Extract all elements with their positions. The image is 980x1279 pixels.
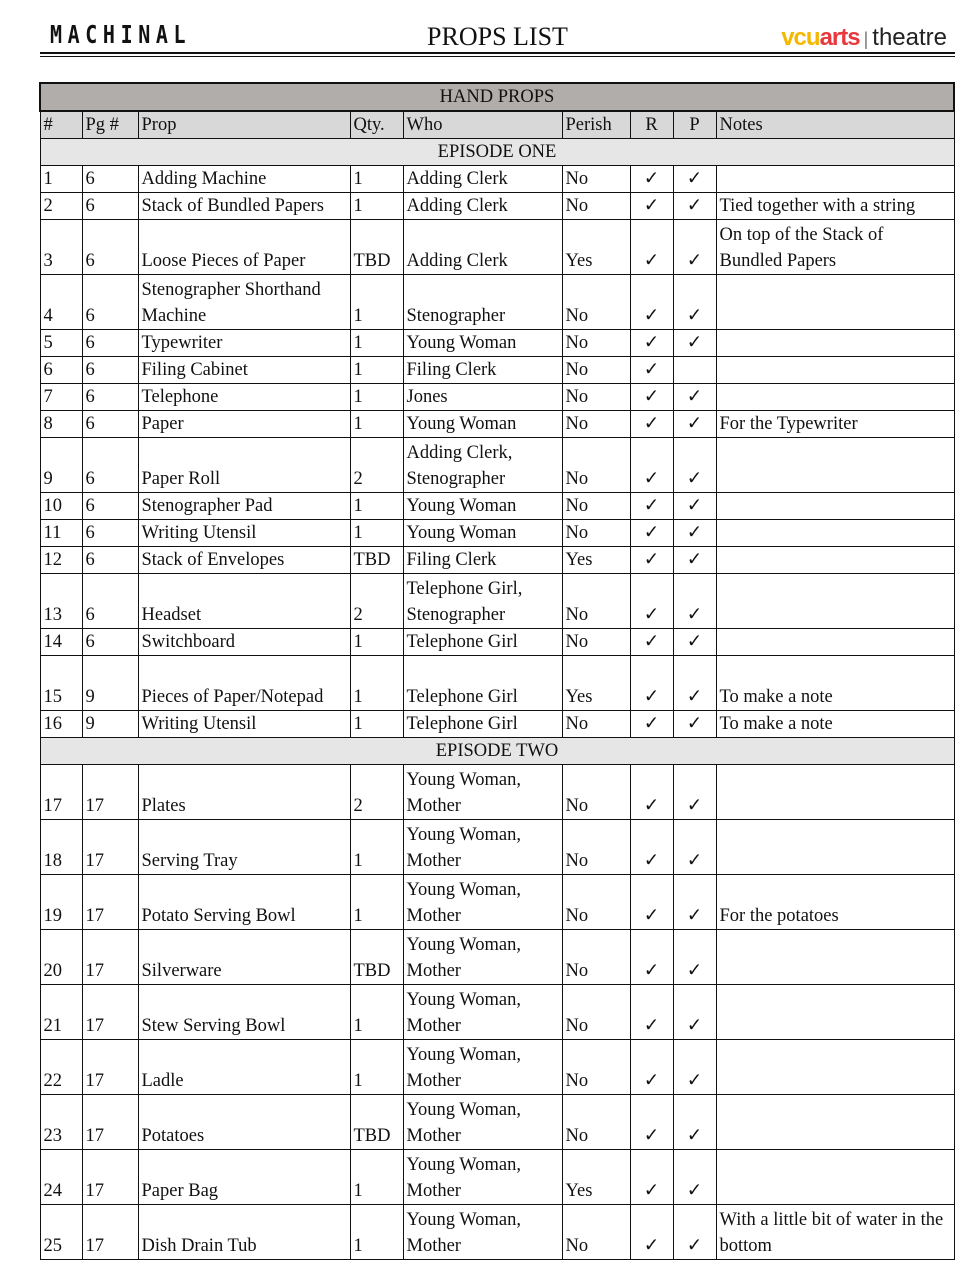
show-title: MACHINAL <box>50 20 192 49</box>
notes <box>716 493 954 520</box>
page-number: 6 <box>82 574 138 629</box>
row-number: 17 <box>40 765 82 820</box>
perishable: No <box>562 820 630 875</box>
notes <box>716 985 954 1040</box>
who: Adding Clerk <box>403 220 562 275</box>
table-row <box>40 656 954 711</box>
who: Young Woman, Mother <box>403 875 562 930</box>
table-row <box>40 166 954 193</box>
col-header-who: Who <box>403 111 562 139</box>
quantity: 1 <box>350 1205 403 1260</box>
row-number: 13 <box>40 574 82 629</box>
r-check: ✓ <box>630 357 673 384</box>
r-check: ✓ <box>630 656 673 711</box>
p-check: ✓ <box>673 820 716 875</box>
p-check: ✓ <box>673 574 716 629</box>
table-row <box>40 1040 954 1095</box>
who: Filing Clerk <box>403 547 562 574</box>
table-row <box>40 820 954 875</box>
row-number: 14 <box>40 629 82 656</box>
prop-name: Writing Utensil <box>138 520 350 547</box>
page-number: 6 <box>82 330 138 357</box>
table-row <box>40 357 954 384</box>
row-number: 1 <box>40 166 82 193</box>
page-number: 17 <box>82 1095 138 1150</box>
p-check: ✓ <box>673 711 716 738</box>
page-number: 6 <box>82 547 138 574</box>
perishable: No <box>562 765 630 820</box>
prop-name: Plates <box>138 765 350 820</box>
page-number: 17 <box>82 930 138 985</box>
quantity: 1 <box>350 493 403 520</box>
r-check: ✓ <box>630 820 673 875</box>
prop-name: Stenographer Shorthand Machine <box>138 275 350 330</box>
who: Young Woman, Mother <box>403 765 562 820</box>
table-row <box>40 985 954 1040</box>
who: Young Woman <box>403 520 562 547</box>
r-check: ✓ <box>630 166 673 193</box>
row-number: 18 <box>40 820 82 875</box>
who: Adding Clerk <box>403 166 562 193</box>
prop-name: Paper Roll <box>138 438 350 493</box>
row-number: 3 <box>40 220 82 275</box>
row-number: 23 <box>40 1095 82 1150</box>
who: Telephone Girl <box>403 629 562 656</box>
quantity: 1 <box>350 520 403 547</box>
quantity: 2 <box>350 438 403 493</box>
p-check: ✓ <box>673 629 716 656</box>
table-row <box>40 330 954 357</box>
logo-theatre: theatre <box>872 24 947 51</box>
p-check: ✓ <box>673 411 716 438</box>
table-row <box>40 193 954 220</box>
table-row <box>40 520 954 547</box>
row-number: 5 <box>40 330 82 357</box>
page-header <box>40 18 955 54</box>
p-check: ✓ <box>673 493 716 520</box>
page-number: 9 <box>82 711 138 738</box>
page-number: 6 <box>82 220 138 275</box>
quantity: 1 <box>350 384 403 411</box>
table-row <box>40 220 954 275</box>
perishable: No <box>562 275 630 330</box>
row-number: 4 <box>40 275 82 330</box>
who: Jones <box>403 384 562 411</box>
row-number: 20 <box>40 930 82 985</box>
notes <box>716 166 954 193</box>
p-check: ✓ <box>673 875 716 930</box>
prop-name: Switchboard <box>138 629 350 656</box>
who: Young Woman <box>403 493 562 520</box>
r-check: ✓ <box>630 438 673 493</box>
section-title: HAND PROPS <box>40 83 954 111</box>
r-check: ✓ <box>630 765 673 820</box>
notes <box>716 438 954 493</box>
page-number: 6 <box>82 384 138 411</box>
page-number: 6 <box>82 438 138 493</box>
r-check: ✓ <box>630 711 673 738</box>
notes: For the potatoes <box>716 875 954 930</box>
column-header-row <box>40 111 954 139</box>
episode-header-row <box>40 738 954 765</box>
r-check: ✓ <box>630 547 673 574</box>
page-number: 6 <box>82 629 138 656</box>
quantity: 2 <box>350 765 403 820</box>
notes <box>716 574 954 629</box>
who: Stenographer <box>403 275 562 330</box>
col-header-r: R <box>630 111 673 139</box>
row-number: 9 <box>40 438 82 493</box>
who: Young Woman, Mother <box>403 820 562 875</box>
p-check: ✓ <box>673 193 716 220</box>
header-rule <box>40 52 955 54</box>
notes: Tied together with a string <box>716 193 954 220</box>
table-row <box>40 629 954 656</box>
table-row <box>40 1150 954 1205</box>
p-check: ✓ <box>673 547 716 574</box>
prop-name: Dish Drain Tub <box>138 1205 350 1260</box>
table-row <box>40 493 954 520</box>
perishable: No <box>562 520 630 547</box>
who: Young Woman, Mother <box>403 1205 562 1260</box>
notes: On top of the Stack of Bundled Papers <box>716 220 954 275</box>
quantity: 1 <box>350 711 403 738</box>
page-number: 6 <box>82 193 138 220</box>
prop-name: Stew Serving Bowl <box>138 985 350 1040</box>
r-check: ✓ <box>630 411 673 438</box>
p-check: ✓ <box>673 384 716 411</box>
r-check: ✓ <box>630 574 673 629</box>
perishable: No <box>562 1095 630 1150</box>
perishable: No <box>562 1205 630 1260</box>
header-rule-thin <box>40 56 955 57</box>
r-check: ✓ <box>630 629 673 656</box>
page-number: 17 <box>82 820 138 875</box>
notes <box>716 547 954 574</box>
prop-name: Adding Machine <box>138 166 350 193</box>
r-check: ✓ <box>630 985 673 1040</box>
page-number: 17 <box>82 1150 138 1205</box>
notes <box>716 629 954 656</box>
who: Young Woman <box>403 330 562 357</box>
r-check: ✓ <box>630 384 673 411</box>
r-check: ✓ <box>630 493 673 520</box>
table-row <box>40 1205 954 1260</box>
row-number: 19 <box>40 875 82 930</box>
prop-name: Silverware <box>138 930 350 985</box>
row-number: 11 <box>40 520 82 547</box>
table-row <box>40 411 954 438</box>
prop-name: Filing Cabinet <box>138 357 350 384</box>
prop-name: Loose Pieces of Paper <box>138 220 350 275</box>
row-number: 6 <box>40 357 82 384</box>
row-number: 12 <box>40 547 82 574</box>
table-row <box>40 384 954 411</box>
page-number: 17 <box>82 985 138 1040</box>
quantity: 1 <box>350 275 403 330</box>
quantity: TBD <box>350 1095 403 1150</box>
perishable: No <box>562 330 630 357</box>
notes <box>716 384 954 411</box>
page-number: 17 <box>82 1040 138 1095</box>
notes <box>716 357 954 384</box>
p-check: ✓ <box>673 220 716 275</box>
logo-separator: | <box>863 29 869 49</box>
col-header-p: P <box>673 111 716 139</box>
perishable: No <box>562 711 630 738</box>
vcuarts-theatre-logo <box>781 24 947 52</box>
col-header-qty: Qty. <box>350 111 403 139</box>
page-number: 17 <box>82 875 138 930</box>
who: Telephone Girl <box>403 656 562 711</box>
prop-name: Stenographer Pad <box>138 493 350 520</box>
notes: To make a note <box>716 656 954 711</box>
col-header-notes: Notes <box>716 111 954 139</box>
r-check: ✓ <box>630 220 673 275</box>
notes <box>716 820 954 875</box>
logo-arts: arts <box>819 24 860 51</box>
page-number: 6 <box>82 493 138 520</box>
page-title: PROPS LIST <box>427 22 568 51</box>
row-number: 16 <box>40 711 82 738</box>
p-check: ✓ <box>673 166 716 193</box>
p-check: ✓ <box>673 765 716 820</box>
page-number: 6 <box>82 275 138 330</box>
quantity: 1 <box>350 166 403 193</box>
r-check: ✓ <box>630 1040 673 1095</box>
perishable: No <box>562 384 630 411</box>
prop-name: Paper <box>138 411 350 438</box>
r-check: ✓ <box>630 1205 673 1260</box>
quantity: 1 <box>350 1150 403 1205</box>
who: Young Woman, Mother <box>403 930 562 985</box>
p-check: ✓ <box>673 656 716 711</box>
prop-name: Typewriter <box>138 330 350 357</box>
r-check: ✓ <box>630 930 673 985</box>
table-row <box>40 930 954 985</box>
r-check: ✓ <box>630 875 673 930</box>
table-row <box>40 438 954 493</box>
quantity: TBD <box>350 930 403 985</box>
quantity: 1 <box>350 330 403 357</box>
perishable: Yes <box>562 547 630 574</box>
who: Filing Clerk <box>403 357 562 384</box>
col-header-perish: Perish <box>562 111 630 139</box>
prop-name: Potato Serving Bowl <box>138 875 350 930</box>
notes: For the Typewriter <box>716 411 954 438</box>
p-check: ✓ <box>673 520 716 547</box>
perishable: Yes <box>562 220 630 275</box>
page-number: 6 <box>82 411 138 438</box>
table-row <box>40 875 954 930</box>
who: Telephone Girl <box>403 711 562 738</box>
r-check: ✓ <box>630 1150 673 1205</box>
row-number: 22 <box>40 1040 82 1095</box>
notes: With a little bit of water in the bottom <box>716 1205 954 1260</box>
perishable: No <box>562 629 630 656</box>
prop-name: Telephone <box>138 384 350 411</box>
prop-name: Ladle <box>138 1040 350 1095</box>
p-check: ✓ <box>673 985 716 1040</box>
perishable: No <box>562 438 630 493</box>
perishable: No <box>562 493 630 520</box>
r-check: ✓ <box>630 193 673 220</box>
row-number: 21 <box>40 985 82 1040</box>
p-check: ✓ <box>673 438 716 493</box>
perishable: Yes <box>562 656 630 711</box>
perishable: No <box>562 875 630 930</box>
notes <box>716 520 954 547</box>
quantity: 1 <box>350 875 403 930</box>
p-check: ✓ <box>673 1040 716 1095</box>
quantity: TBD <box>350 547 403 574</box>
page-number: 6 <box>82 520 138 547</box>
prop-name: Stack of Bundled Papers <box>138 193 350 220</box>
quantity: 1 <box>350 193 403 220</box>
p-check <box>673 357 716 384</box>
logo-vcu: vcu <box>781 24 820 51</box>
prop-name: Stack of Envelopes <box>138 547 350 574</box>
quantity: 2 <box>350 574 403 629</box>
r-check: ✓ <box>630 1095 673 1150</box>
who: Young Woman, Mother <box>403 1040 562 1095</box>
p-check: ✓ <box>673 330 716 357</box>
row-number: 24 <box>40 1150 82 1205</box>
r-check: ✓ <box>630 330 673 357</box>
who: Telephone Girl, Stenographer <box>403 574 562 629</box>
prop-name: Potatoes <box>138 1095 350 1150</box>
quantity: 1 <box>350 411 403 438</box>
row-number: 15 <box>40 656 82 711</box>
notes <box>716 275 954 330</box>
quantity: 1 <box>350 1040 403 1095</box>
p-check: ✓ <box>673 1150 716 1205</box>
p-check: ✓ <box>673 275 716 330</box>
notes <box>716 930 954 985</box>
table-row <box>40 765 954 820</box>
who: Young Woman, Mother <box>403 985 562 1040</box>
col-header-prop: Prop <box>138 111 350 139</box>
perishable: Yes <box>562 1150 630 1205</box>
perishable: No <box>562 574 630 629</box>
col-header-number: # <box>40 111 82 139</box>
prop-name: Writing Utensil <box>138 711 350 738</box>
table-row <box>40 275 954 330</box>
episode-title: EPISODE ONE <box>40 139 954 166</box>
p-check: ✓ <box>673 1205 716 1260</box>
table-row <box>40 711 954 738</box>
props-table <box>39 82 955 1260</box>
table-row <box>40 547 954 574</box>
who: Adding Clerk <box>403 193 562 220</box>
prop-name: Pieces of Paper/Notepad <box>138 656 350 711</box>
notes <box>716 330 954 357</box>
r-check: ✓ <box>630 275 673 330</box>
notes <box>716 1095 954 1150</box>
episode-title: EPISODE TWO <box>40 738 954 765</box>
quantity: 1 <box>350 629 403 656</box>
row-number: 7 <box>40 384 82 411</box>
page-number: 6 <box>82 166 138 193</box>
col-header-page: Pg # <box>82 111 138 139</box>
page-number: 17 <box>82 1205 138 1260</box>
perishable: No <box>562 930 630 985</box>
p-check: ✓ <box>673 1095 716 1150</box>
perishable: No <box>562 193 630 220</box>
who: Adding Clerk, Stenographer <box>403 438 562 493</box>
episode-header-row <box>40 139 954 166</box>
prop-name: Serving Tray <box>138 820 350 875</box>
quantity: 1 <box>350 985 403 1040</box>
quantity: 1 <box>350 820 403 875</box>
page-number: 17 <box>82 765 138 820</box>
perishable: No <box>562 166 630 193</box>
page-number: 9 <box>82 656 138 711</box>
p-check: ✓ <box>673 930 716 985</box>
row-number: 10 <box>40 493 82 520</box>
perishable: No <box>562 411 630 438</box>
who: Young Woman, Mother <box>403 1150 562 1205</box>
perishable: No <box>562 1040 630 1095</box>
prop-name: Paper Bag <box>138 1150 350 1205</box>
notes <box>716 1150 954 1205</box>
prop-name: Headset <box>138 574 350 629</box>
row-number: 25 <box>40 1205 82 1260</box>
notes <box>716 765 954 820</box>
row-number: 2 <box>40 193 82 220</box>
r-check: ✓ <box>630 520 673 547</box>
perishable: No <box>562 985 630 1040</box>
table-row <box>40 1095 954 1150</box>
notes: To make a note <box>716 711 954 738</box>
section-header-row <box>40 83 954 111</box>
who: Young Woman <box>403 411 562 438</box>
row-number: 8 <box>40 411 82 438</box>
page-number: 6 <box>82 357 138 384</box>
quantity: 1 <box>350 656 403 711</box>
perishable: No <box>562 357 630 384</box>
quantity: TBD <box>350 220 403 275</box>
notes <box>716 1040 954 1095</box>
table-row <box>40 574 954 629</box>
quantity: 1 <box>350 357 403 384</box>
who: Young Woman, Mother <box>403 1095 562 1150</box>
